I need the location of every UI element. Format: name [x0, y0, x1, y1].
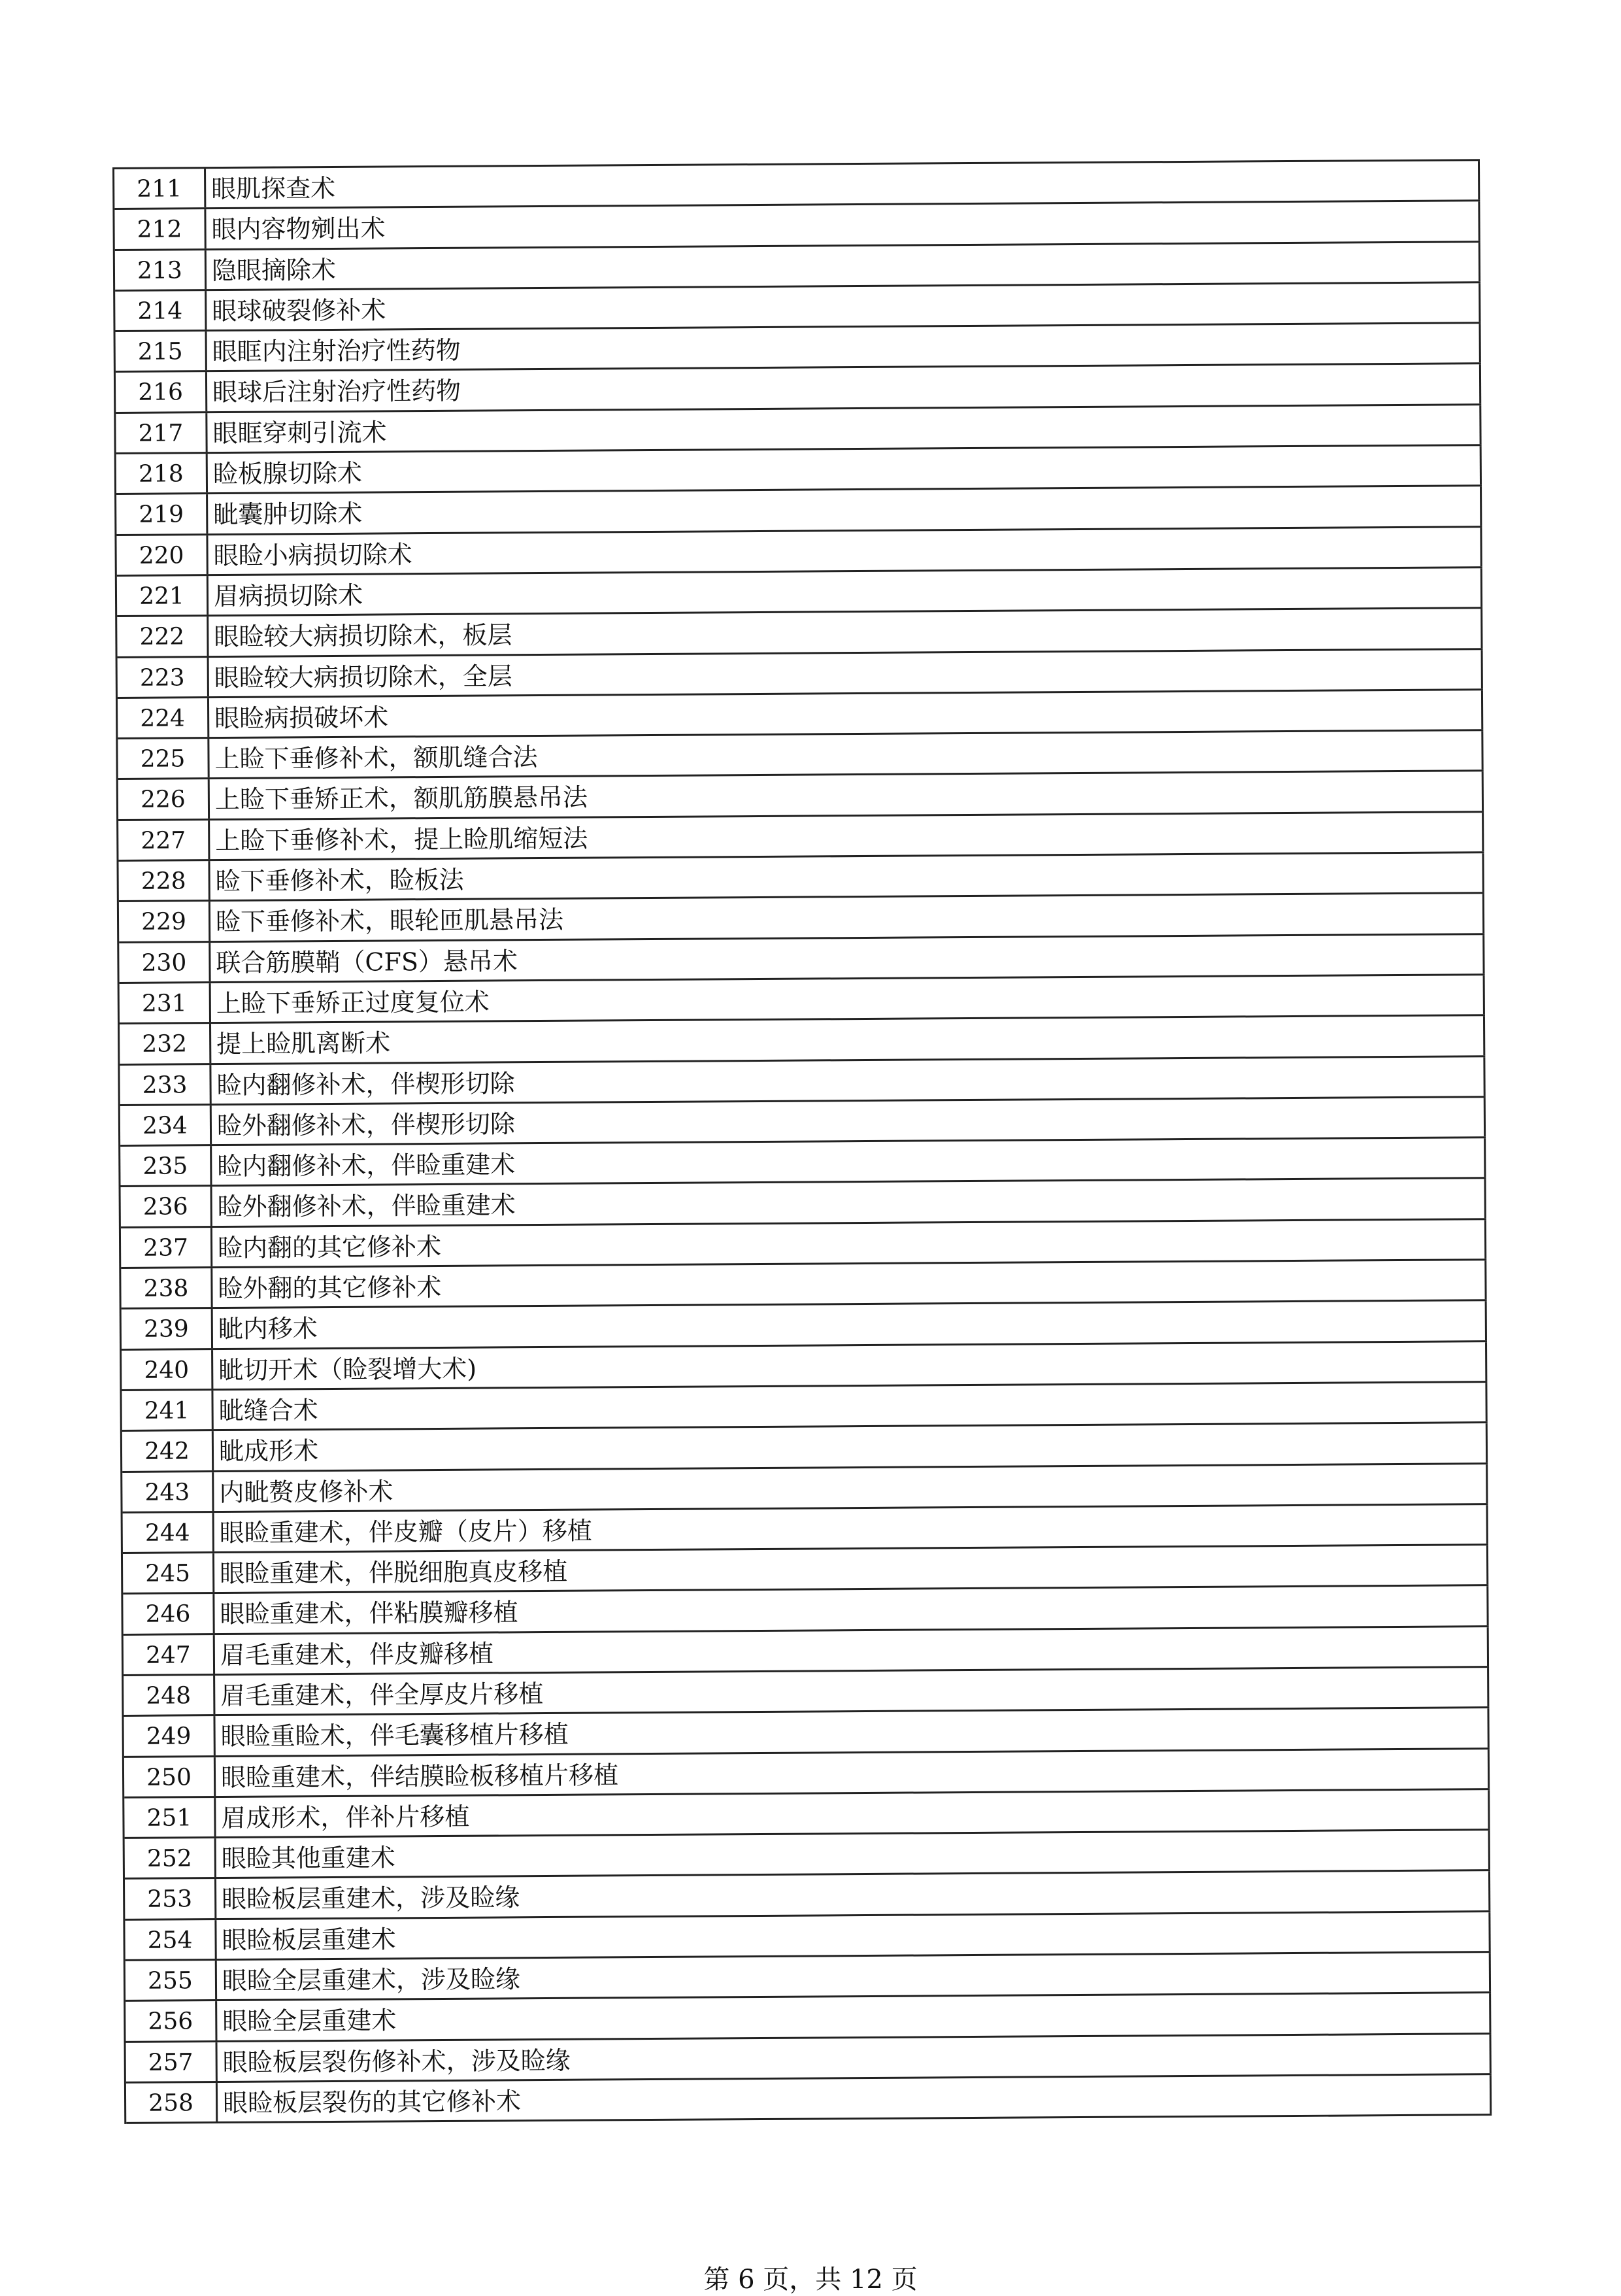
procedure-name: 眼睑板层裂伤修补术，涉及睑缘 [218, 2034, 1492, 2081]
row-number: 223 [118, 658, 209, 697]
row-number: 228 [118, 861, 210, 900]
row-number: 253 [125, 1880, 216, 1919]
row-number: 227 [118, 820, 210, 860]
procedure-name: 眦切开术（睑裂增大术) [213, 1342, 1487, 1389]
procedure-name: 眼睑重建术，伴粘膜瓣移植 [214, 1587, 1488, 1633]
procedure-name: 眦缝合术 [213, 1383, 1487, 1429]
procedure-name: 眼球破裂修补术 [207, 283, 1480, 329]
row-number: 233 [120, 1065, 211, 1104]
procedure-name: 眼眶内注射治疗性药物 [207, 324, 1481, 370]
procedure-name: 睑外翻的其它修补术 [212, 1260, 1486, 1307]
row-number: 241 [122, 1391, 213, 1430]
procedure-name: 睑外翻修补术，伴楔形切除 [212, 1098, 1486, 1144]
row-number: 232 [120, 1024, 211, 1063]
procedure-name: 眼睑板层重建术，涉及睑缘 [216, 1872, 1490, 1918]
row-number: 250 [124, 1757, 216, 1797]
procedure-name: 眦囊肿切除术 [208, 487, 1482, 533]
procedure-name: 眼睑较大病损切除术，板层 [209, 609, 1482, 655]
procedure-name: 眼睑全层重建术 [217, 1994, 1491, 2040]
row-number: 251 [124, 1798, 216, 1837]
row-number: 248 [124, 1676, 215, 1715]
row-number: 236 [121, 1187, 212, 1226]
row-number: 220 [116, 535, 208, 575]
row-number: 217 [116, 413, 207, 452]
procedure-name: 眼睑病损破坏术 [209, 690, 1483, 737]
procedure-name: 上睑下垂矫正术，额肌筋膜悬吊法 [210, 772, 1484, 819]
row-number: 221 [117, 576, 209, 615]
procedure-name: 眼睑板层裂伤的其它修补术 [218, 2075, 1492, 2121]
row-number: 235 [120, 1146, 212, 1185]
row-number: 224 [118, 698, 209, 737]
procedure-name: 眉成形术，伴补片移植 [216, 1790, 1490, 1836]
procedure-name: 眉毛重建术，伴全厚皮片移植 [215, 1668, 1489, 1714]
row-number: 216 [116, 373, 207, 412]
row-number: 238 [121, 1268, 212, 1308]
procedure-name: 睑下垂修补术，睑板法 [210, 853, 1484, 900]
row-number: 213 [115, 250, 207, 290]
procedure-name: 眉毛重建术，伴皮瓣移植 [215, 1627, 1489, 1674]
procedure-name: 眼球后注射治疗性药物 [207, 365, 1481, 411]
procedure-name: 眼睑较大病损切除术，全层 [209, 650, 1483, 696]
procedure-name: 隐眼摘除术 [207, 243, 1480, 289]
procedure-name: 眉病损切除术 [209, 568, 1482, 615]
procedure-name: 眼眶穿刺引流术 [207, 405, 1481, 452]
procedure-name: 睑外翻修补术，伴睑重建术 [212, 1179, 1486, 1226]
row-number: 212 [114, 209, 206, 248]
procedure-name: 提上睑肌离断术 [211, 1016, 1485, 1062]
row-number: 249 [124, 1716, 215, 1755]
procedure-name: 眼睑全层重建术，涉及睑缘 [217, 1953, 1491, 1999]
procedure-name: 眦内移术 [213, 1302, 1487, 1348]
row-number: 226 [118, 780, 210, 819]
row-number: 222 [117, 616, 209, 656]
procedure-table [112, 159, 1492, 2124]
procedure-name: 眼睑重建术，伴皮瓣（皮片）移植 [214, 1505, 1488, 1551]
row-number: 231 [120, 983, 211, 1022]
table-row [126, 2075, 1492, 2124]
row-number: 225 [118, 739, 209, 778]
row-number: 245 [123, 1553, 214, 1593]
procedure-name: 上睑下垂修补术，提上睑肌缩短法 [210, 813, 1484, 859]
procedure-name: 眼内容物剜出术 [206, 202, 1480, 248]
row-number: 234 [120, 1106, 212, 1145]
row-number: 247 [124, 1635, 215, 1674]
row-number: 218 [116, 454, 208, 493]
row-number: 229 [119, 902, 210, 941]
row-number: 240 [122, 1350, 213, 1389]
procedure-name: 眼睑重建术，伴脱细胞真皮移植 [214, 1545, 1488, 1592]
procedure-name: 眼睑小病损切除术 [208, 528, 1482, 574]
procedure-name: 睑板腺切除术 [208, 446, 1482, 492]
row-number: 211 [114, 169, 206, 208]
row-number: 214 [115, 291, 207, 330]
row-number: 243 [122, 1472, 214, 1511]
row-number: 256 [125, 2001, 217, 2040]
procedure-name: 眼睑板层重建术 [216, 1912, 1490, 1959]
row-number: 244 [123, 1513, 214, 1552]
page-footer: 第 6 页，共 12 页 [703, 2265, 918, 2295]
row-number: 246 [123, 1594, 214, 1633]
row-number: 258 [126, 2083, 218, 2122]
procedure-name: 睑内翻修补术，伴睑重建术 [212, 1138, 1486, 1185]
row-number: 252 [125, 1838, 216, 1878]
row-number: 237 [121, 1228, 212, 1267]
procedure-name: 眼睑重建术，伴结膜睑板移植片移植 [216, 1749, 1490, 1796]
procedure-name: 上睑下垂修补术，额肌缝合法 [209, 731, 1483, 777]
row-number: 215 [116, 331, 207, 371]
procedure-name: 睑内翻修补术，伴楔形切除 [211, 1057, 1485, 1104]
procedure-name: 联合筋膜鞘（CFS）悬吊术 [210, 935, 1484, 981]
procedure-name: 睑内翻的其它修补术 [212, 1220, 1486, 1266]
row-number: 257 [126, 2042, 218, 2082]
row-number: 239 [122, 1309, 213, 1348]
procedure-name: 眦成形术 [214, 1423, 1488, 1470]
procedure-name: 眼睑重睑术，伴毛囊移植片移植 [215, 1708, 1489, 1755]
procedure-name: 内眦赘皮修补术 [214, 1464, 1488, 1511]
row-number: 230 [119, 943, 210, 982]
row-number: 242 [122, 1431, 214, 1470]
procedure-name: 睑下垂修补术，眼轮匝肌悬吊法 [210, 894, 1484, 941]
row-number: 255 [125, 1961, 217, 2000]
procedure-name: 眼肌探查术 [206, 161, 1480, 207]
procedure-name: 上睑下垂矫正过度复位术 [211, 975, 1485, 1022]
procedure-name: 眼睑其他重建术 [216, 1831, 1490, 1877]
row-number: 219 [116, 494, 208, 533]
row-number: 254 [125, 1920, 216, 1959]
